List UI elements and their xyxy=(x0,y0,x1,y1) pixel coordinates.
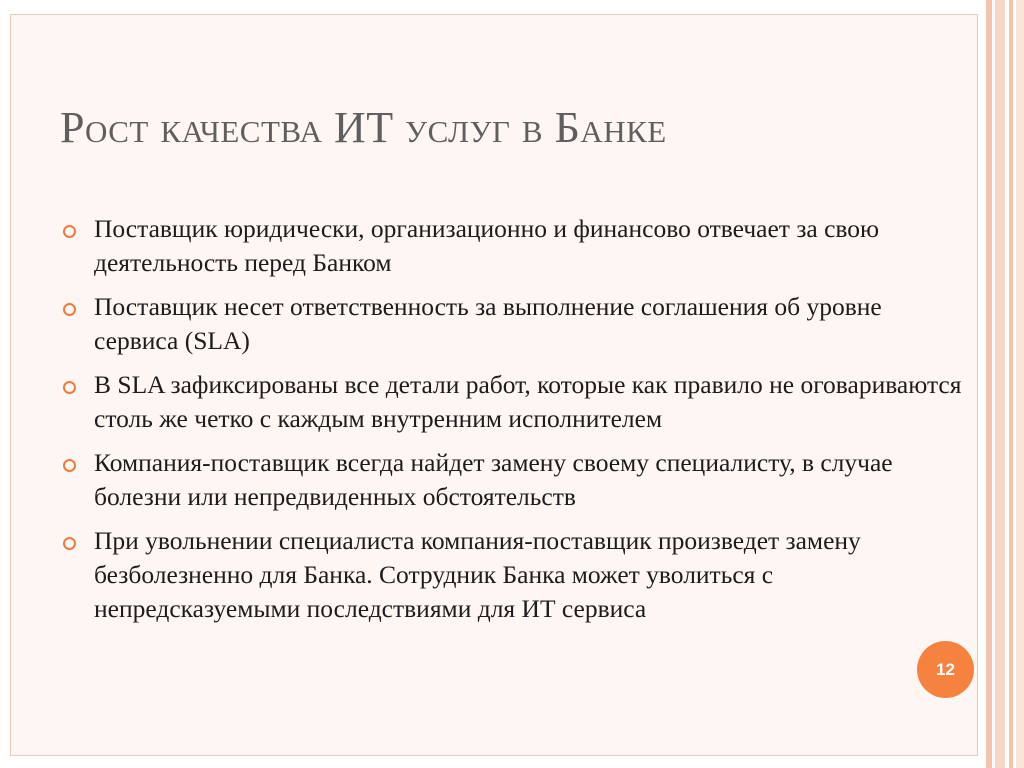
decorative-stripe xyxy=(986,0,992,768)
circle-bullet-icon xyxy=(63,459,76,472)
bullet-item xyxy=(62,524,962,626)
bullet-item xyxy=(62,368,962,436)
decorative-stripe xyxy=(995,0,1005,768)
bullet-text: Поставщик юридически, организационно и финансово отвечает за свою деятельность перед Банком xyxy=(94,214,880,277)
circle-bullet-icon xyxy=(63,381,76,394)
bullet-text: Компания-поставщик всегда найдет замену своему специалисту, в случае болезни или непредвиденных обстоятельств xyxy=(94,448,893,511)
slide-number-badge: 12 xyxy=(917,641,974,698)
slide-title: Рост качества ИТ услуг в Банке xyxy=(60,103,667,152)
circle-bullet-icon xyxy=(63,303,76,316)
bullet-text: При увольнении специалиста компания-поставщик произведет замену безболезненно для Банка. Сотрудник Банка может уволиться с непредсказуемыми последствиями для ИТ сервиса xyxy=(94,526,861,623)
bullet-list xyxy=(62,212,962,636)
decorative-stripe xyxy=(1009,0,1013,768)
bullet-item xyxy=(62,212,962,280)
circle-bullet-icon xyxy=(63,537,76,550)
bullet-text: В SLA зафиксированы все детали работ, которые как правило не оговариваются столь же четко с каждым внутренним исполнителем xyxy=(94,370,962,433)
bullet-text: Поставщик несет ответственность за выполнение соглашения об уровне сервиса (SLA) xyxy=(94,292,882,355)
bullet-item xyxy=(62,290,962,358)
circle-bullet-icon xyxy=(63,225,76,238)
decorative-stripe xyxy=(1016,0,1024,768)
bullet-item xyxy=(62,446,962,514)
